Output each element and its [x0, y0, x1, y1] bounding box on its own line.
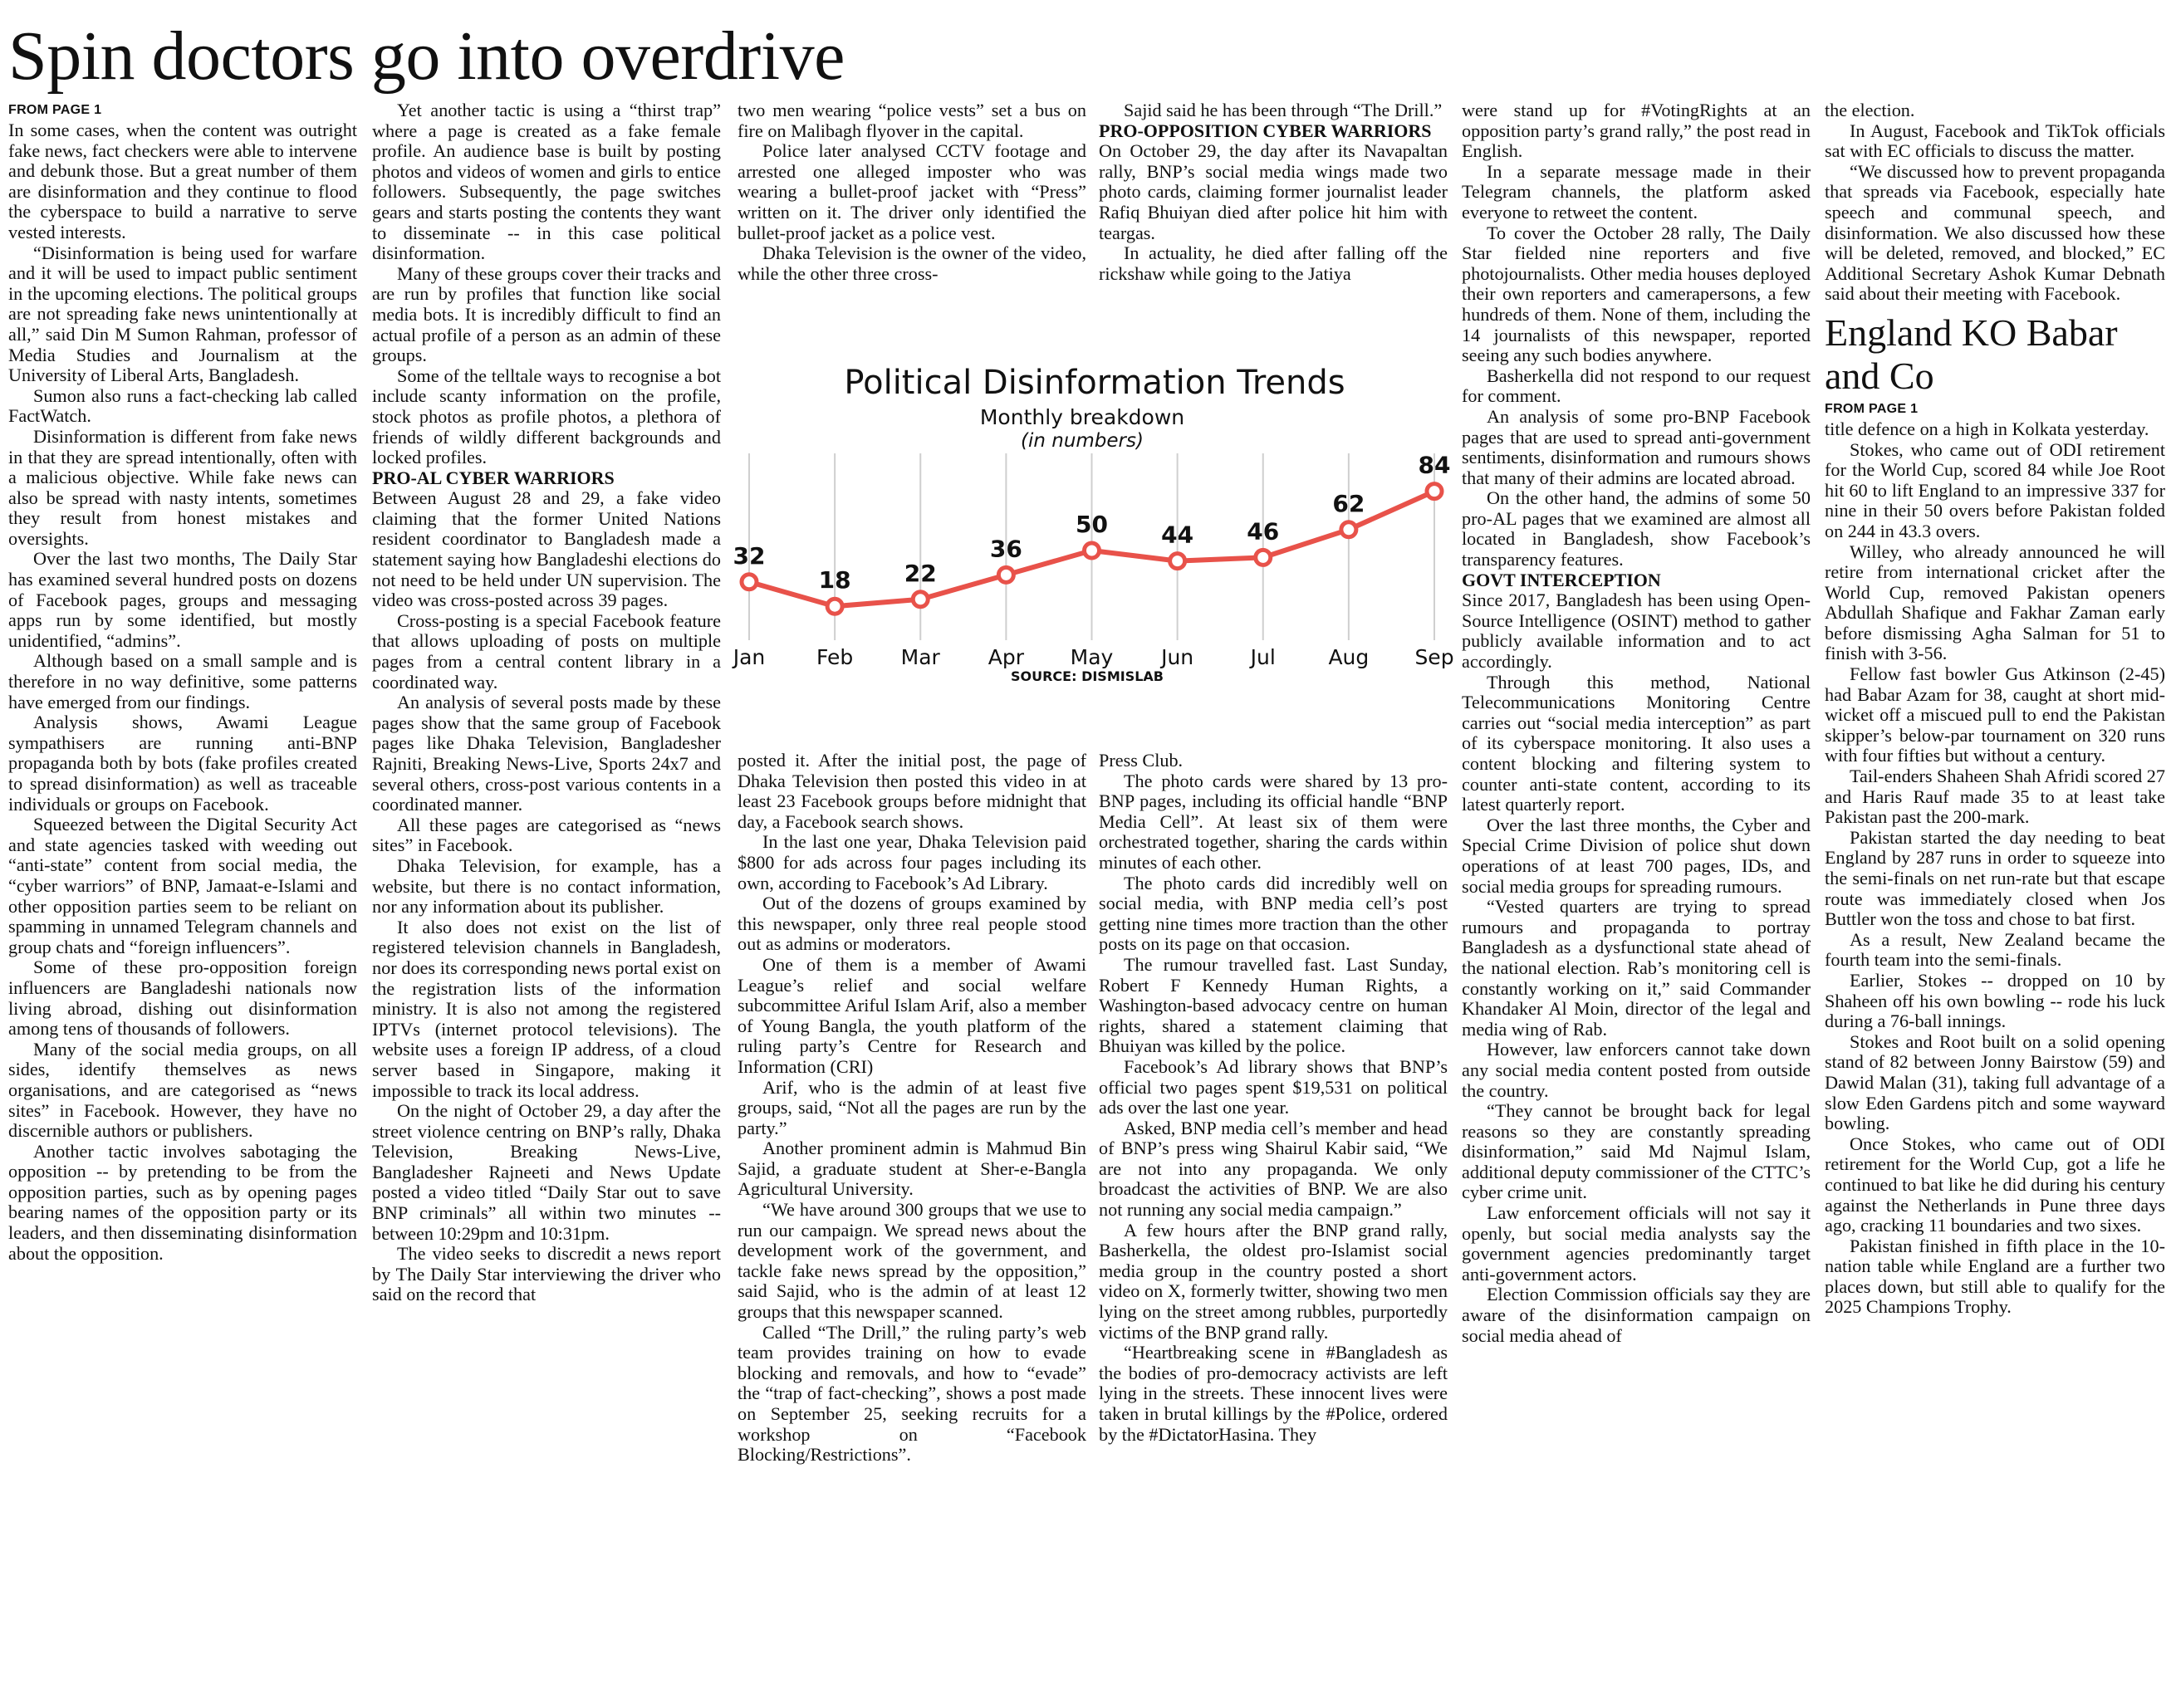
disinformation-trend-chart — [729, 364, 1460, 688]
paragraph: were stand up for #VotingRights at an opposition party’s grand rally,” the post read in English. — [1462, 100, 1811, 162]
paragraph: In some cases, when the content was outright fake news, fact checkers were able to intervene and debunk those. But a great number of them are disinformation and they continue to flood the cyberspace to build a narrative to serve vested interests. — [8, 120, 357, 242]
paragraph: However, law enforcers cannot take down any social media content posted from outside the country. — [1462, 1039, 1811, 1101]
paragraph: “We have around 300 groups that we use to run our campaign. We spread news about the development work of the government, and tackle fake news spread by the opposition,” said Sajid, who is the admin of at least 12 groups that this newspaper scanned. — [738, 1199, 1086, 1323]
paragraph: As a result, New Zealand became the fourth team into the semi-finals. — [1825, 928, 2165, 971]
paragraph: Disinformation is different from fake news in that they are spread intentionally, often with a malicious objective. While fake news can also be spread with nasty intents, sometimes they result from honest mistakes and oversights. — [8, 425, 357, 549]
second-headline: England KO Babar and Co — [1825, 311, 2118, 397]
paragraph: “They cannot be brought back for legal reasons so they are constantly spreading disinformation,” said Md Najmul Islam, additional deputy commissioner of the CTTC’s cyber crime unit. — [1462, 1100, 1811, 1203]
paragraph: On the night of October 29, a day after the street violence centring on BNP’s rally, Dhaka Television, Breaking News-Live, Bangladesher Rajneeti and News Update posted a video titled “Daily Star out to save BNP criminals” all within two minutes -- between 10:29pm and 10:31pm. — [372, 1100, 721, 1244]
paragraph: Earlier, Stokes -- dropped on 10 by Shaheen off his own bowling -- rode his luck during a 76-ball innings. — [1825, 969, 2165, 1032]
paragraph: Dhaka Television is the owner of the video, while the other three cross- — [738, 242, 1086, 284]
paragraph: Tail-enders Shaheen Shah Afridi scored 27 and Haris Rauf made 35 to at least take Pakistan past the 200-mark. — [1825, 766, 2165, 828]
headline: Spin doctors go into overdrive — [8, 17, 845, 95]
article-column-6 — [1825, 100, 2165, 1318]
paragraph: An analysis of several posts made by these pages show that the same group of Facebook pages like Dhaka Television, Bangladesher Rajniti, Breaking News-Live, Sports 24x7 and several others, cross-post various contents in a coordinated manner. — [372, 692, 721, 815]
paragraph: Sajid said he has been through “The Drill.” — [1124, 100, 1443, 120]
paragraph: “Disinformation is being used for warfare and it will be used to impact public sentiment in the upcoming elections. The political groups are not spreading fake news unintentionally at all,” said Din M Sumon Rahman, professor of Media Studies and Journalism at the University of Liberal Arts, Bangladesh. — [8, 242, 357, 386]
chart-title: Political Disinformation Trends — [844, 364, 1345, 402]
paragraph: the election. — [1825, 100, 1915, 120]
paragraph: Basherkella did not respond to our request for comment. — [1462, 365, 1811, 407]
paragraph: Some of these pro-opposition foreign influencers are Bangladeshi nationals now living abroad, dishing out disinformation among tens of thousands of followers. — [8, 957, 357, 1040]
paragraph: Many of these groups cover their tracks and are run by profiles that function like social media bots. It is incredibly difficult to find an actual profile of a person as an admin of these groups. — [372, 262, 722, 366]
x-tick-label: Jun — [1161, 645, 1194, 669]
paragraph: Cross-posting is a special Facebook feature that allows uploading of posts on multiple pages from a central content library in a coordinated way. — [372, 609, 721, 692]
article-column-5 — [1462, 100, 1811, 1346]
paragraph: In the last one year, Dhaka Television paid $800 for ads across four pages including its own, according to Facebook’s Ad Library. — [738, 831, 1086, 893]
data-label: 44 — [1161, 521, 1194, 549]
paragraph: Over the last two months, The Daily Star has examined several hundred posts on dozens of Facebook pages, groups and messaging apps run by some identified, but mostly unidentified, “admins”. — [8, 548, 357, 651]
paragraph: Called “The Drill,” the ruling party’s web team provides training on how to evade blocking and removals, and how to “evade” the “trap of fact-checking”, shows a post made on September 25, seeking recruits for a workshop on “Facebook Blocking/Restrictions”. — [738, 1321, 1086, 1466]
data-point — [998, 567, 1013, 582]
paragraph: Another tactic involves sabotaging the opposition -- by pretending to be from the opposition parties, such as by opening pages bearing names of the opposition party or its leaders, and then disseminating disinformation about the opposition. — [8, 1140, 357, 1264]
data-point — [1256, 550, 1271, 565]
paragraph: Squeezed between the Digital Security Act and state agencies tasked with weeding out “anti-state” content from social media, the “cyber warriors” of BNP, Jamaat-e-Islami and other opposition parties seem to be reliant on spamming in unnamed Telegram channels and group chats and “foreign influencers”. — [8, 814, 357, 957]
paragraph: A few hours after the BNP grand rally, Basherkella, the oldest pro-Islamist social media group in the country posted a short video on X, formerly twitter, showing two men lying on the street among rubbles, purportedly victims of the BNP grand rally. — [1099, 1219, 1448, 1343]
data-label: 22 — [904, 559, 937, 587]
x-tick-label: Jul — [1250, 645, 1276, 669]
paragraph: Sumon also runs a fact-checking lab called FactWatch. — [8, 384, 357, 427]
article-column-2 — [372, 100, 721, 1305]
article-column-3-bottom — [738, 751, 1086, 1466]
paragraph: “Heartbreaking scene in #Bangladesh as the bodies of pro-democracy activists are left lying in the streets. These innocent lives were taken in brutal killings by the #Police, ordered by the #DictatorHasina. They — [1099, 1342, 1448, 1445]
paragraph: In actuality, he died after falling off the rickshaw while going to the Jatiya — [1099, 242, 1448, 284]
data-label: 62 — [1332, 489, 1365, 517]
paragraph: Stokes and Root built on a solid opening stand of 82 between Jonny Bairstow (59) and Dawid Malan (31), taking full advantage of a slow Eden Gardens pitch and some wayward bowling. — [1825, 1030, 2165, 1134]
data-label: 50 — [1076, 511, 1108, 538]
paragraph: Fellow fast bowler Gus Atkinson (2-45) had Babar Azam for 38, caught at short mid-wicket off a miscued pull to end the Pakistan skipper’s below-par tournament on 320 runs with four fifties but without a century. — [1825, 663, 2165, 766]
data-point — [1170, 554, 1185, 569]
data-label: 84 — [1418, 451, 1451, 479]
paragraph: The video seeks to discredit a news report by The Daily Star interviewing the driver who said on the record that — [372, 1243, 721, 1305]
paragraph: It also does not exist on the list of registered television channels in Bangladesh, nor does its corresponding news portal exist on the registration lists of the information ministry. It is also not among the registered IPTVs (internet protocol televisions). The website uses a foreign IP address, of a cloud server based in Singapore, making it impossible to track its local address. — [372, 916, 721, 1101]
data-label: 32 — [733, 541, 766, 570]
paragraph: Over the last three months, the Cyber and Special Crime Division of police shut down operations of at least 700 pages, IDs, and social media groups for spreading rumours. — [1462, 814, 1811, 897]
paragraph: Many of the social media groups, on all sides, identify themselves as news organisations, and are categorised as “news sites” in Facebook. However, they have no discernible authors or publishers. — [8, 1038, 357, 1142]
data-label: 46 — [1247, 517, 1280, 546]
paragraph: Although based on a small sample and is therefore in no way definitive, some patterns have emerged from our findings. — [8, 650, 357, 712]
paragraph: Between August 28 and 29, a fake video claiming that the former United Nations resident coordinator to Bangladesh made a statement saying how Bangladeshi elections do not need to be held under UN supervision. The video was cross-posted across 39 pages. — [372, 487, 721, 611]
paragraph: Pakistan started the day needing to beat England by 287 runs in order to squeeze into the semi-finals on net run-rate but that escape route was immediately closed when Jos Buttler won the toss and chose to bat first. — [1825, 826, 2165, 930]
article-column-3-top — [738, 100, 1086, 284]
paragraph: Analysis shows, Awami League sympathisers are running anti-BNP propaganda both by bots (fake profiles created to spread disinformation) as well as traceable individuals or groups on Facebook. — [8, 712, 357, 815]
paragraph: Police later analysed CCTV footage and arrested one alleged imposter who was wearing a bullet-proof jacket with “Press” written on it. The driver only identified the bullet-proof jacket as a police vest. — [738, 140, 1086, 243]
data-point — [1085, 543, 1100, 558]
paragraph: On the other hand, the admins of some 50 pro-AL pages that we examined are almost all located in Bangladesh, show Facebook’s transparency features. — [1462, 487, 1811, 570]
data-label: 36 — [989, 535, 1022, 563]
paragraph: “Vested quarters are trying to spread rumours and propaganda to portray Bangladesh as a dysfunctional state ahead of the national election. Rab’s monitoring cell is constantly working on it,” said Commander Khandaker Al Moin, director of the legal and media wing of Rab. — [1462, 896, 1811, 1040]
data-point — [742, 575, 757, 590]
article-column-4-bottom — [1099, 751, 1448, 1445]
paragraph: In August, Facebook and TikTok officials sat with EC officials to discuss the matter. — [1825, 120, 2165, 162]
paragraph: One of them is a member of Awami League’s relief and social welfare subcommittee Ariful Islam Arif, also a member of Young Bangla, the youth platform of the ruling party’s Centre for Research and Information (CRI) — [738, 953, 1086, 1077]
x-tick-label: Mar — [900, 645, 940, 669]
paragraph: Pakistan finished in fifth place in the 10-nation table while England are a further two places down, but still able to qualify for the 2025 Champions Trophy. — [1825, 1235, 2165, 1318]
x-tick-label: Aug — [1328, 645, 1370, 669]
from-page-kicker: FROM PAGE 1 — [8, 103, 102, 117]
paragraph: In a separate message made in their Telegram channels, the platform asked everyone to retweet the content. — [1462, 160, 1811, 223]
subhead-pro-opposition: PRO-OPPOSITION CYBER WARRIORS — [1099, 120, 1432, 141]
x-tick-labels — [732, 645, 1454, 669]
paragraph: The photo cards did incredibly well on social media, with BNP media cell’s post getting nine times more traction than the other posts on its page on that occasion. — [1099, 872, 1448, 955]
paragraph: On October 29, the day after its Navapaltan rally, BNP’s social media wings made two photo cards, claiming former journalist leader Rafiq Bhuiyan died after police hit him with teargas. — [1099, 140, 1448, 243]
paragraph: Election Commission officials say they are aware of the disinformation campaign on social media ahead of — [1462, 1284, 1811, 1346]
paragraph: All these pages are categorised as “news sites” in Facebook. — [372, 814, 721, 856]
paragraph: Through this method, National Telecommunications Monitoring Centre carries out “social media interception” as part of its cyberspace monitoring. It also uses a content blocking and filtering system to counter anti-state content, according to its latest quarterly report. — [1462, 671, 1811, 815]
paragraph: The rumour travelled fast. Last Sunday, Robert F Kennedy Human Rights, a Washington-based advocacy centre on human rights, shared a statement claiming that Bhuiyan was killed by the police. — [1099, 953, 1448, 1057]
paragraph: Another prominent admin is Mahmud Bin Sajid, a graduate student at Sher-e-Bangla Agricultural University. — [738, 1138, 1086, 1200]
data-label: 18 — [818, 566, 851, 595]
x-tick-label: Sep — [1414, 645, 1454, 669]
article-column-4-top — [1099, 100, 1448, 284]
data-point — [1427, 484, 1442, 499]
x-tick-label: Jan — [733, 645, 766, 669]
chart-source: SOURCE: DISMISLAB — [1010, 668, 1164, 684]
paragraph: Stokes, who came out of ODI retirement for the World Cup, scored 84 while Joe Root hit 60 to lift England to an impressive 337 for nine in their 50 overs before Pakistan folded on 244 in 43.3 overs. — [1825, 438, 2165, 541]
paragraph: “We discussed how to prevent propaganda that spreads via Facebook, especially hate speech and communal speech, and disinformation. We also discussed how these will be deleted, removed, and blocked,” EC Additional Secretary Ashok Kumar Debnath said about their meeting with Facebook. — [1825, 160, 2165, 305]
paragraph: posted it. After the initial post, the page of Dhaka Television then posted this video in at least 23 Facebook groups before midnight that day, a Facebook search shows. — [738, 750, 1086, 832]
data-point — [913, 592, 928, 607]
paragraph: Facebook’s Ad library shows that BNP’s official two pages spent $19,531 on political ads over the last one year. — [1099, 1055, 1448, 1118]
paragraph: Some of the telltale ways to recognise a bot include scanty information on the profile, stock photos as profile photos, a plethora of friends of wildly different backgrounds and locked profiles. — [372, 365, 721, 468]
x-tick-label: Feb — [816, 645, 854, 669]
data-point — [827, 599, 842, 614]
paragraph: Yet another tactic is using a “thirst trap” where a page is created as a fake female profile. An audience base is built by posting photos and videos of women and girls to entice followers. Subsequently, the page switches gears and starts posting the contents they want to disseminate -- in this case political disinformation. — [372, 100, 721, 264]
paragraph: Asked, BNP media cell’s member and head of BNP’s press wing Shairul Kabir said, “We are not into any propaganda. We only broadcast the activities of BNP. We are also not running any social media campaign.” — [1099, 1117, 1448, 1221]
from-page-kicker-2: FROM PAGE 1 — [1825, 401, 1919, 416]
paragraph: Law enforcement officials will not say it openly, but social media analysts say the government agencies predominantly target anti-government actors. — [1462, 1202, 1811, 1285]
chart-unit-note: (in numbers) — [1021, 430, 1144, 452]
chart-subtitle: Monthly breakdown — [979, 405, 1185, 429]
article-column-1 — [8, 100, 357, 1264]
subhead-govt-interception: GOVT INTERCEPTION — [1462, 569, 1661, 590]
paragraph: Since 2017, Bangladesh has been using Open-Source Intelligence (OSINT) method to gather publicly available information and to act accordingly. — [1462, 590, 1811, 673]
paragraph: Dhaka Television, for example, has a website, but there is no contact information, nor any information about its publisher. — [372, 854, 721, 918]
paragraph: title defence on a high in Kolkata yesterday. — [1825, 418, 2149, 439]
subhead-pro-al: PRO-AL CYBER WARRIORS — [372, 467, 615, 488]
paragraph: Out of the dozens of groups examined by this newspaper, only three real people stood out as admins or moderators. — [738, 893, 1086, 955]
paragraph: Willey, who already announced he will retire from international cricket after the World Cup, removed Pakistan openers Abdullah Shafique and Fakhar Zaman early before dismissing Agha Salman for 51 to finish with 3-56. — [1825, 541, 2165, 664]
x-tick-label: Apr — [988, 645, 1024, 669]
paragraph: Arif, who is the admin of at least five groups, said, “Not all the pages are run by the party.” — [738, 1076, 1086, 1138]
paragraph: two men wearing “police vests” set a bus on fire on Malibagh flyover in the capital. — [738, 100, 1086, 141]
paragraph: The photo cards were shared by 13 pro-BNP pages, including its official handle “BNP Media Cell”. At least six of them were orchestrated together, sharing the cards within minutes of each other. — [1099, 770, 1448, 873]
paragraph: To cover the October 28 rally, The Daily Star fielded nine reporters and five photojournalists. Other media houses deployed their own reporters and camerapersons, a few hundreds of them. None of them, including the 14 journalists of this newspaper, reported seeing any such bodies anywhere. — [1462, 222, 1811, 366]
data-point — [1341, 522, 1356, 537]
paragraph: An analysis of some pro-BNP Facebook pages that are used to spread anti-government sentiments, disinformation and rumours shows that many of their admins are located abroad. — [1462, 405, 1811, 488]
paragraph: Once Stokes, who came out of ODI retirement for the World Cup, got a life he continued to bat like he did during his century against the Netherlands in Pune three days ago, cracking 11 boundaries and two sixes. — [1825, 1133, 2165, 1236]
x-tick-label: May — [1070, 645, 1114, 669]
paragraph: Press Club. — [1099, 750, 1184, 771]
